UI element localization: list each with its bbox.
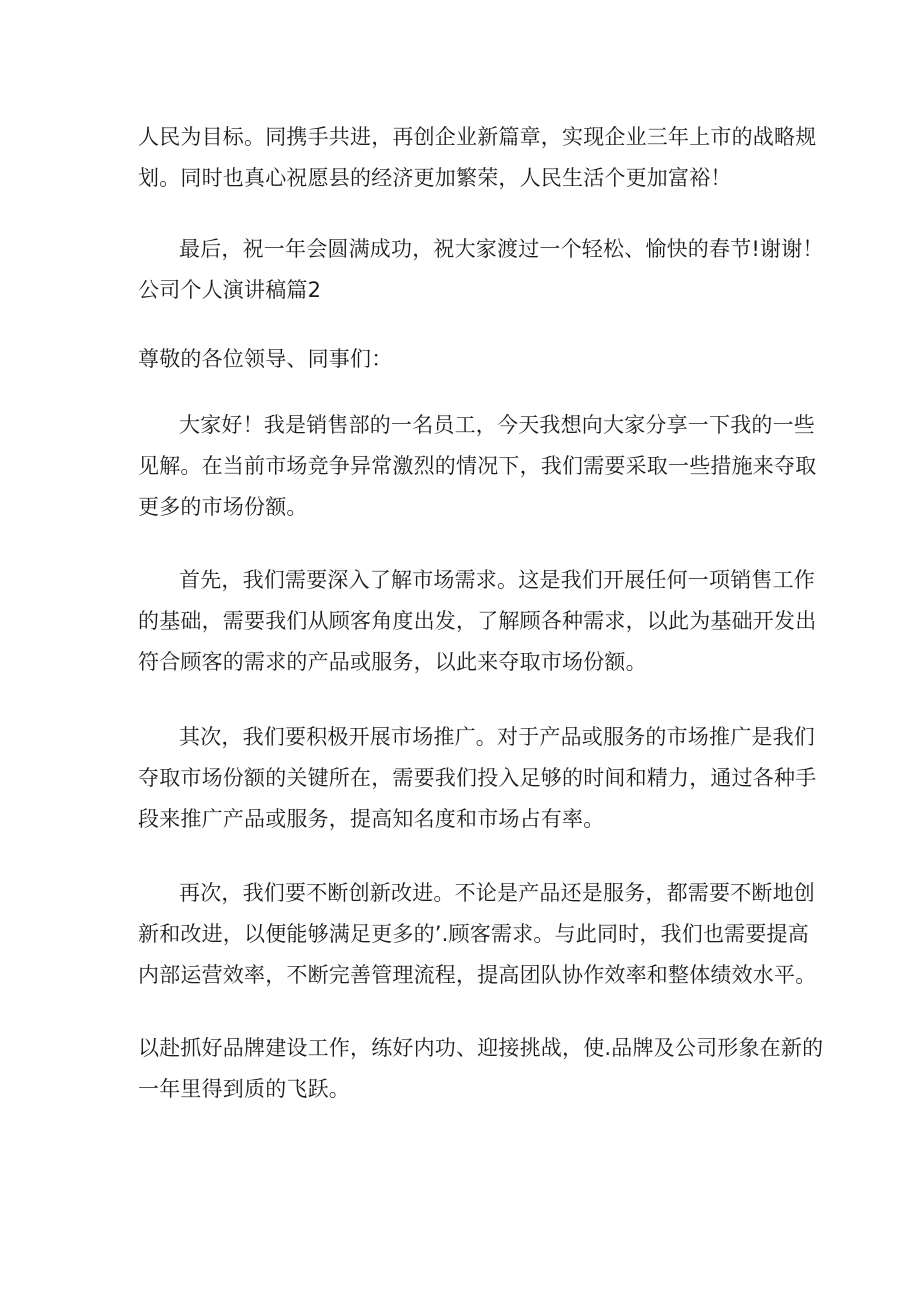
paragraph-third-point: [138, 873, 817, 996]
paragraph-second-point: [138, 717, 817, 840]
paragraph-first-point: [138, 560, 817, 683]
text-line: 符合顾客的需求的产品或服务，以此来夺取市场份额。: [138, 650, 647, 674]
text-line: 见解。在当前市场竞争异常激烈的情况下，我们需要采取一些措施来夺取: [138, 454, 817, 478]
text-line: 尊敬的各位领导、同事们：: [138, 347, 393, 371]
text-line: 再次，我们要不断创新改进。不论是产品还是服务，都需要不断地创: [179, 881, 815, 905]
text-line: 最后，祝一年会圆满成功，祝大家渡过一个轻松、愉快的春节!谢谢！: [179, 237, 824, 261]
text-line: 划。同时也真心祝愿县的经济更加繁荣，人民生活个更加富裕！: [138, 166, 732, 190]
paragraph-closing-wishes: [138, 117, 817, 199]
paragraph-final-thanks: [138, 229, 824, 270]
text-line: 首先，我们需要深入了解市场需求。这是我们开展任何一项销售工作: [179, 568, 815, 592]
paragraph-introduction: [138, 405, 817, 528]
text-line: 人民为目标。同携手共进，再创企业新篇章，实现企业三年上市的战略规: [138, 125, 817, 149]
text-line: 以赴抓好品牌建设工作，练好内功、迎接挑战，使.品牌及公司形象在新的: [138, 1036, 824, 1060]
speech-title: [138, 270, 788, 311]
text-line: 一年里得到质的飞跃。: [138, 1077, 350, 1101]
text-line: 段来推广产品或服务，提高知名度和市场占有率。: [138, 807, 605, 831]
text-line: 更多的市场份额。: [138, 495, 308, 519]
text-line: 大家好！我是销售部的一名员工，今天我想向大家分享一下我的一些: [179, 413, 815, 437]
text-line: 新和改进，以便能够满足更多的’.顾客需求。与此同时，我们也需要提高: [138, 922, 809, 946]
paragraph-brand-building: [138, 1028, 824, 1110]
text-line: 的基础，需要我们从顾客角度出发，了解顾各种需求，以此为基础开发出: [138, 609, 817, 633]
text-line: 夺取市场份额的关键所在，需要我们投入足够的时间和精力，通过各种手: [138, 766, 817, 790]
salutation: [138, 339, 788, 380]
text-line: 内部运营效率，不断完善管理流程，提高团队协作效率和整体绩效水平。: [138, 963, 817, 987]
title-line: 公司个人演讲稿篇2: [138, 278, 322, 302]
text-line: 其次，我们要积极开展市场推广。对于产品或服务的市场推广是我们: [179, 725, 815, 749]
